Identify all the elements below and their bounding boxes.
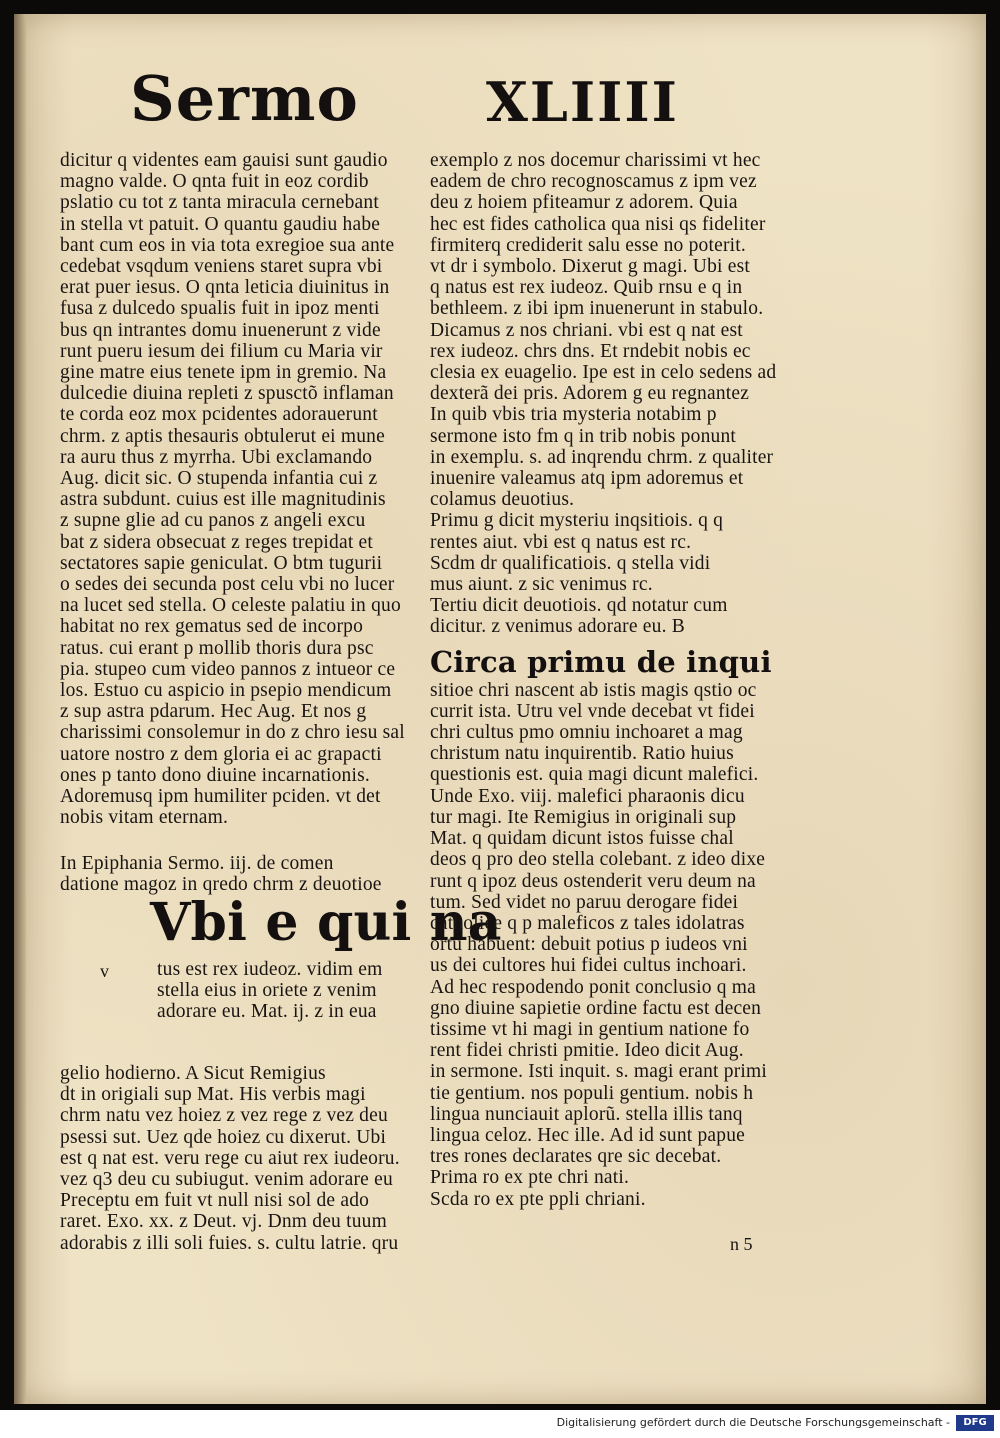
text-line: bant cum eos in via tota exregioe sua ante [60,234,395,256]
text-line: tum. Sed videt no paruu derogare fidei [430,891,739,913]
text-line: uatore nostro z dem gloria ei ac grapacti [60,743,382,765]
text-line: ratus. cui erant p mollib thoris dura psc [60,637,374,659]
text-line: bus qn intrantes domu inuenerunt z vide [60,319,381,341]
text-line: ortu habuent: debuit potius p iudeos vni [430,934,748,956]
text-line: sitioe chri nascent ab istis magis qstio oc [430,679,757,701]
text-line: exemplo z nos docemur charissimi vt hec [430,150,761,171]
text-line: Dicamus z nos chriani. vbi est q nat est [430,319,743,341]
text-line: in stella vt patuit. O quantu gaudiu habe [60,213,381,235]
text-line: ra auru thus z myrrha. Ubi exclamando [60,446,373,468]
text-line: Primu g dicit mysteriu inqsitiois. q q [430,510,724,532]
text-line: chri cultus pmo omniu inchoaret a mag [430,722,743,744]
text-line: adorabis z illi soli fuies. s. cultu latrie. qru [60,1232,399,1254]
text-line: in exemplu. s. ad inqrendu chrm. z qualiter [430,446,774,468]
text-line: magno valde. O qnta fuit in eoz cordib [60,171,369,193]
text-line: dulcedie diuina repleti z spusctõ inflaman [60,383,394,405]
text-line: dicitur. z venimus adorare eu. B [430,616,685,638]
text-line: currit ista. Utru vel vnde decebat vt fidei [430,700,755,722]
text-line: na lucet sed stella. O celeste palatiu in quo [60,595,401,617]
text-line: vt dr i symbolo. Dixerut g magi. Ubi est [430,256,750,278]
text-line: sermone isto fm q in trib nobis ponunt [430,425,737,447]
text-line: deu z hoiem pfiteamur z adorem. Quia [430,192,738,214]
text-line: hec est fides catholica qua nisi qs fideliter [430,213,766,235]
text-line: colamus deuotius. [430,489,575,511]
sermon-rubric [60,853,420,895]
decorated-initial: Vbi e qui na [150,891,502,953]
footer-bar [0,1410,1000,1438]
text-line: o sedes dei secunda post celu vbi no lucer [60,574,395,596]
text-line: dicitur q videntes eam gauisi sunt gaudio [60,150,388,171]
right-column [430,150,800,1210]
text-line: In quib vbis tria mysteria notabim p [430,404,717,426]
text-line: vez q3 deu cu subiugut. venim adorare eu [60,1168,393,1190]
text-line: cedebat vsqdum veniens staret supra vbi [60,256,383,278]
text-line: astra subdunt. cuius est ille magnitudinis [60,489,386,511]
text-line: te corda eoz mox pcidentes adorauerunt [60,404,378,426]
text-line: lingua nunciauit aplorũ. stella illis tanq [430,1103,743,1125]
running-title: Sermo [130,62,359,135]
text-line: tissime vt hi magi in gentium natione fo [430,1018,750,1040]
text-line: pslatio cu tot z tanta miracula cernebant [60,192,379,214]
text-line: questionis est. quia magi dicunt malefici. [430,764,759,786]
section-heading: Circa primu de inqui [430,644,772,679]
text-line: z supne glie ad cu panos z angeli excu [60,510,366,532]
text-line: charissimi consolemur in do z chro iesu sal [60,722,405,744]
text-line: Aug. dicit sic. O stupenda infantia cui z [60,468,378,490]
text-line: christum natu inquirentib. Ratio huius [430,743,734,765]
text-line: pia. stupeo cum video pannos z intueor ce [60,658,396,680]
text-line: firmiterq crediderit salu esse no poterit. [430,234,746,256]
text-line: in sermone. Isti inquit. s. magi erant primi [430,1061,767,1083]
footer-credit: Digitalisierung gefördert durch die Deutsche Forschungsgemeinschaft - [556,1416,950,1429]
text-line: chrm natu vez hoiez z vez rege z vez deu [60,1105,388,1127]
text-line: gine matre eius tenete ipm in gremio. Na [60,362,387,384]
text-line: runt q ipoz deus ostenderit veru deum na [430,870,756,892]
text-line: deos q pro deo stella colebant. z ideo dixe [430,849,766,871]
text-line: dexterã dei pris. Adorem g eu regnantez [430,383,750,405]
text-line: Scdm dr qualificatiois. q stella vidi [430,552,711,574]
text-line: habitat no rex gematus sed de incorpo [60,616,364,638]
text-line: chrm. z aptis thesauris obtulerut ei mune [60,425,385,447]
text-line: Unde Exo. viij. malefici pharaonis dicu [430,785,745,807]
left-column [60,150,502,1254]
text-line: erat puer iesus. O qnta leticia diuinitus in [60,277,390,299]
text-line: eadem de chro recognoscamus z ipm vez [430,171,757,193]
text-line: datione magoz in qredo chrm z deuotioe [60,873,382,895]
text-line: Ad hec respodendo ponit conclusio q ma [430,976,757,998]
text-line: Preceptu em fuit vt null nisi sol de ado [60,1190,370,1212]
text-line: nobis vitam eternam. [60,807,229,829]
text-line: lingua celoz. Hec ille. Ad id sunt papue [430,1124,746,1146]
guide-letter: v [100,960,110,981]
signature-mark: n 5 [730,1234,753,1254]
text-line: Prima ro ex pte chri nati. [430,1167,630,1189]
text-line: sectatores sapie geniculat. O btm tugurii [60,552,383,574]
text-line: mus aiunt. z sic venimus rc. [430,574,653,596]
text-line: adorare eu. Mat. ij. z in eua [157,1001,377,1023]
text-line: rex iudeoz. chrs dns. Et rndebit nobis ec [430,340,751,362]
text-line: psessi sut. Uez qde hoiez cu dixerut. Ubi [60,1126,387,1148]
text-line: inuenire valeamus atq ipm adoremus et [430,468,744,490]
text-line: raret. Exo. xx. z Deut. vj. Dnm deu tuum [60,1211,387,1233]
text-line: tur magi. Ite Remigius in originali sup [430,806,737,828]
left-text-block-a [60,150,420,829]
text-line: rentes aiut. vbi est q natus est rc. [430,531,692,553]
text-line: tres rones declarates qre sic decebat. [430,1146,722,1168]
folio-number: XLIIII [486,70,679,134]
text-line: est q nat est. veru rege cu aiut rex iudeoru. [60,1147,400,1169]
text-line: stella eius in oriete z venim [157,980,377,1002]
text-line: Tertiu dicit deuotiois. qd notatur cum [430,595,728,617]
text-line: fusa z dulcedo spualis fuit in ipoz menti [60,298,380,320]
text-line: los. Estuo cu aspicio in psepio mendicum [60,680,392,702]
dfg-logo: DFG [956,1415,994,1431]
text-line: tus est rex iudeoz. vidim em [157,958,383,980]
initial-indented-lines [157,959,382,1023]
text-line: gelio hodierno. A Sicut Remigius [60,1062,326,1084]
right-text-block-b [430,680,800,1210]
right-text-block-a [430,150,800,638]
initial-block [60,891,502,1063]
left-text-block-b [60,1063,420,1254]
text-line: catholice q p maleficos z tales idolatras [430,912,745,934]
text-line: Mat. q quidam dicunt istos fuisse chal [430,828,734,850]
text-line: q natus est rex iudeoz. Quib rnsu e q in [430,277,743,299]
text-line: gno diuine sapietie ordine factu est decen [430,997,762,1019]
text-line: z sup astra pdarum. Hec Aug. Et nos g [60,701,367,723]
text-line: Adoremusq ipm humiliter pciden. vt det [60,786,381,808]
text-line: ones p tanto dono diuine incarnationis. [60,764,370,786]
text-line: In Epiphania Sermo. iij. de comen [60,852,334,874]
text-line: bethleem. z ibi ipm inuenerunt in stabulo. [430,298,764,320]
page-gutter [14,14,26,1404]
text-line: rent fidei christi pmitie. Ideo dicit Aug. [430,1040,744,1062]
text-line: bat z sidera obsecuat z reges trepidat et [60,531,374,553]
text-line: us dei cultores hui fidei cultus inchoari. [430,955,747,977]
text-line: Scda ro ex pte ppli chriani. [430,1188,646,1210]
text-line: clesia ex euagelio. Ipe est in celo sedens ad [430,362,777,384]
text-line: tie gentium. nos populi gentium. nobis h [430,1082,754,1104]
text-line: runt pueru iesum dei filium cu Maria vir [60,340,383,362]
text-line: dt in origiali sup Mat. His verbis magi [60,1084,366,1106]
